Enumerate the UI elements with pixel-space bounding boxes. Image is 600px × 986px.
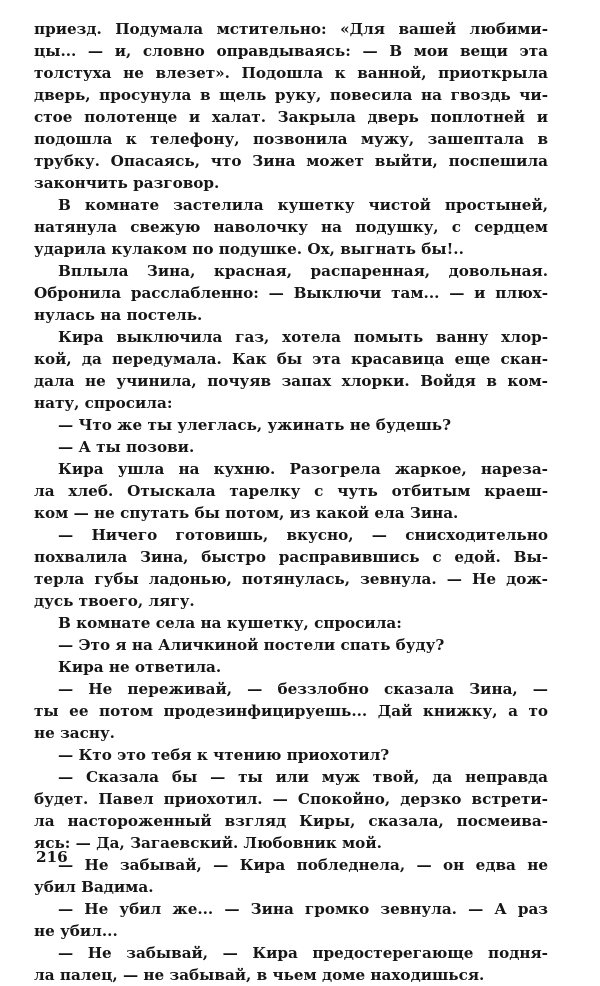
- text-line: ла хлеб. Отыскала тарелку с чуть отбитым краеш-: [34, 482, 548, 500]
- text-line: — А ты позови.: [58, 438, 195, 456]
- text-line: не убил...: [34, 922, 118, 940]
- text-line: ком — не спутать бы потом, из какой ела Зина.: [34, 504, 459, 522]
- text-line: — Это я на Аличкиной постели спать буду?: [58, 636, 445, 654]
- text-line: нату, спросила:: [34, 394, 173, 412]
- text-line: ясь: — Да, Загаевский. Любовник мой.: [34, 834, 382, 852]
- text-line: подошла к телефону, позвонила мужу, зашептала в: [34, 130, 548, 148]
- text-line: — Ничего готовишь, вкусно, — снисходительно: [58, 526, 548, 544]
- text-line: дала не учинила, почуяв запах хлорки. Войдя в ком-: [34, 372, 548, 390]
- text-line: толстуха не влезет». Подошла к ванной, приоткрыла: [34, 64, 548, 82]
- text-line: — Что же ты улеглась, ужинать не будешь?: [58, 416, 451, 434]
- text-line: дверь, просунула в щель руку, повесила на гвоздь чи-: [34, 86, 548, 104]
- text-line: Обронила расслабленно: — Выключи там... — и плюх-: [34, 284, 548, 302]
- text-line: терла губы ладонью, потянулась, зевнула. — Не дож-: [34, 570, 548, 588]
- text-line: Кира ушла на кухню. Разогрела жаркое, нареза-: [58, 460, 548, 478]
- text-line: дусь твоего, лягу.: [34, 592, 195, 610]
- text-line: ла палец, — не забывай, в чьем доме находишься.: [34, 966, 485, 984]
- text-line: похвалила Зина, быстро расправившись с едой. Вы-: [34, 548, 548, 566]
- text-line: не засну.: [34, 724, 115, 742]
- text-line: приезд. Подумала мстительно: «Для вашей любими-: [34, 20, 548, 38]
- text-line: В комнате села на кушетку, спросила:: [58, 614, 402, 632]
- text-line: — Кто это тебя к чтению приохотил?: [58, 746, 390, 764]
- text-line: — Не переживай, — беззлобно сказала Зина, —: [58, 680, 548, 698]
- text-line: Кира не ответила.: [58, 658, 222, 676]
- text-line: ла настороженный взгляд Киры, сказала, посмеива-: [34, 812, 548, 830]
- text-line: В комнате застелила кушетку чистой простыней,: [58, 196, 548, 214]
- text-line: ударила кулаком по подушке. Ох, выгнать бы!..: [34, 240, 464, 258]
- text-line: — Не забывай, — Кира побледнела, — он едва не: [58, 856, 548, 874]
- text-line: будет. Павел приохотил. — Спокойно, дерзко встрети-: [34, 790, 548, 808]
- text-line: натянула свежую наволочку на подушку, с сердцем: [34, 218, 548, 236]
- text-line: Вплыла Зина, красная, распаренная, довольная.: [58, 262, 548, 280]
- text-line: — Сказала бы — ты или муж твой, да неправда: [58, 768, 548, 786]
- text-line: трубку. Опасаясь, что Зина может выйти, поспешила: [34, 152, 548, 170]
- text-line: кой, да передумала. Как бы эта красавица еще скан-: [34, 350, 548, 368]
- text-line: закончить разговор.: [34, 174, 220, 192]
- text-line: нулась на постель.: [34, 306, 203, 324]
- text-line: цы... — и, словно оправдываясь: — В мои вещи эта: [34, 42, 548, 60]
- text-line: стое полотенце и халат. Закрыла дверь поплотней и: [34, 108, 548, 126]
- text-line: Кира выключила газ, хотела помыть ванну хлор-: [58, 328, 548, 346]
- text-line: ты ее потом продезинфицируешь... Дай книжку, а то: [34, 702, 548, 720]
- text-line: — Не убил же... — Зина громко зевнула. — А раз: [58, 900, 548, 918]
- text-line: убил Вадима.: [34, 878, 154, 896]
- book-page-text: [34, 18, 548, 986]
- text-line: — Не забывай, — Кира предостерегающе подня-: [58, 944, 548, 962]
- page-number: 216: [36, 848, 68, 866]
